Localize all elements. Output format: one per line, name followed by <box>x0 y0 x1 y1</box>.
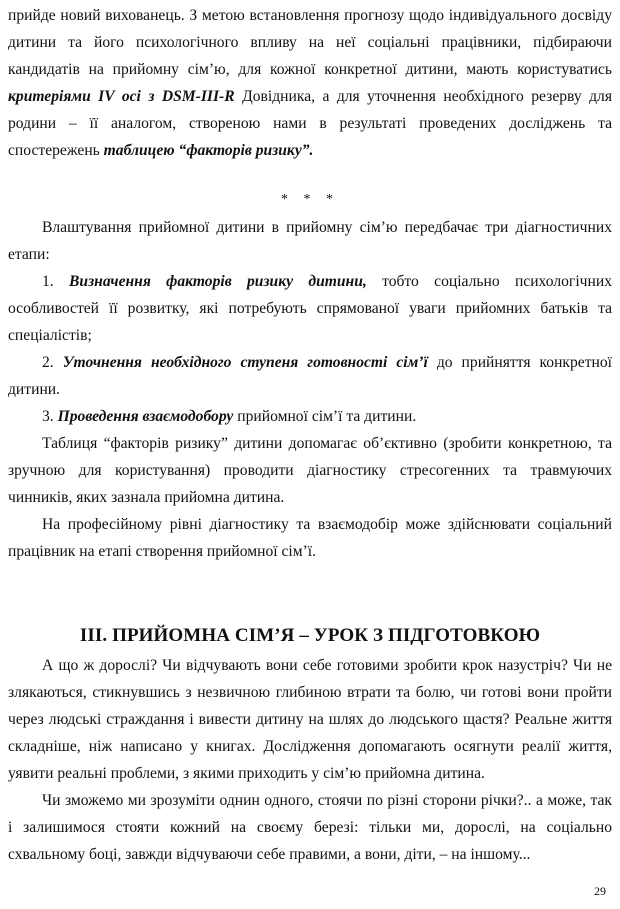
list-item-3-text: прийомної сім’ї та дитини. <box>233 408 417 425</box>
list-item-1-text: тобто соціально психологічних особливостей її розвитку, які потребують спрямованої уваги прийомних батьків та спеціалістів; <box>8 273 612 344</box>
list-item-2-number: 2. <box>42 354 63 371</box>
section-block <box>0 214 620 565</box>
intro-text-c: Довідника, а для уточнення необхідного резерву для родини – її аналогом, створеною нами в результаті проведених досліджень та спостережень <box>8 88 612 159</box>
chapter-title: ІІІ. ПРИЙОМНА СІМ’Я – УРОК З ПІДГОТОВКОЮ <box>79 625 541 646</box>
list-item-1-number: 1. <box>42 273 70 290</box>
chapter-heading-block <box>0 622 620 650</box>
list-item-1-emphasis: Визначення факторів ризику дитини, <box>69 273 367 290</box>
professional-paragraph: На професійному рівні діагностику та взаємодобір може здійснювати соціальний працівник на етапі створення прийомної сім’ї. <box>8 516 612 560</box>
chapter-body <box>0 652 620 868</box>
chapter-paragraph-2: Чи зможемо ми зрозуміти однин одного, стоячи по різні сторони річки?.. а може, так і залишимося стояти кожний на своєму березі: тільки ми, дорослі, на соціально схвальному боці, завжди відчуваючи себе правими, а вони, діти, – на іншому... <box>8 792 612 863</box>
intro-emphasis-table: таблицею “факторів ризику”. <box>103 142 314 159</box>
intro-paragraph <box>0 2 620 164</box>
intro-block <box>0 2 620 164</box>
list-item-2-text: до прийняття конкретної дитини. <box>8 354 612 398</box>
list-item-3 <box>0 403 620 430</box>
asterisks-divider: * * * <box>281 192 339 207</box>
chapter-paragraph-1: А що ж дорослі? Чи відчувають вони себе готовими зробити крок назустріч? Чи не злякаються, стикнувшись з незвичною глибиною втрати та болю, чи готові вони пройти через людські страждання і вивести дитину на шлях до людського щастя? Реальне життя складніше, ніж написано у книгах. Дослідження допомагають осягнути реалії життя, уявити реальні проблеми, з якими приходить у сім’ю прийомна дитина. <box>8 657 612 782</box>
table-paragraph: Таблиця “факторів ризику” дитини допомагає об’єктивно (зробити конкретною, та зручною для користування) проводити діагностику стресогенних та травмуючих чинників, яких зазнала прийомна дитина. <box>8 435 612 506</box>
intro-text-a: прийде новий вихованець. З метою встановлення прогнозу щодо індивідуального досвіду дитини та його психологічного впливу на неї соціальні працівники, підбираючи кандидатів на прийомну сім’ю, для кожної конкретної дитини, мають користуватись <box>8 7 612 78</box>
intro-emphasis-criteria: критеріями IV осі з DSM-III-R <box>8 88 235 105</box>
list-item-3-emphasis: Проведення взаємодобору <box>57 408 234 425</box>
section-intro-paragraph: Влаштування прийомної дитини в прийомну сім’ю передбачає три діагностичних етапи: <box>8 219 612 263</box>
list-item-1 <box>0 268 620 349</box>
list-item-2 <box>0 349 620 403</box>
page-number: 29 <box>594 884 606 898</box>
list-item-2-emphasis: Уточнення необхідного ступеня готовності сім’ї <box>62 354 428 371</box>
list-item-3-number: 3. <box>42 408 58 425</box>
section-divider <box>0 186 620 213</box>
